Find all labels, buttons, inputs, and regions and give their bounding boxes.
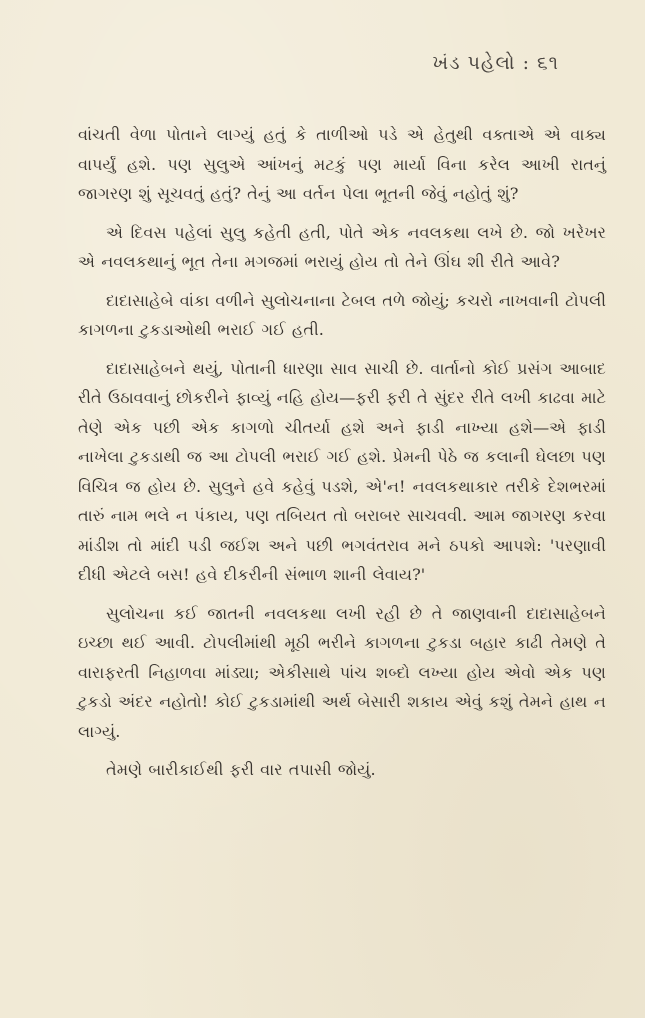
- paragraph: દાદાસાહેબે વાંકા વળીને સુલોચનાના ટેબલ તળે જોયું; કચરો નાખવાની ટોપલી કાગળના ટુકડાઓથી ભરાઈ ગઈ હતી.: [78, 290, 606, 339]
- paragraph: તેમણે બારીકાઈથી ફરી વાર તપાસી જોયું.: [106, 760, 376, 779]
- page-body: [78, 120, 606, 794]
- running-header: ખંડ પહેલો : ૬૧: [432, 52, 559, 74]
- paragraph: વાંચતી વેળા પોતાને લાગ્યું હતું કે તાળીઓ પડે એ હેતુથી વક્તાએ એ વાક્ય વાપર્યું હશે. પણ સુલુએ આંખનું મટકું પણ માર્યા વિના કરેલ આખી રાતનું જાગરણ શું સૂચવતું હતું? તેનું આ વર્તન પેલા ભૂતની જેવું નહોતું શું?: [78, 125, 606, 203]
- paragraph: દાદાસાહેબને થયું, પોતાની ધારણા સાવ સાચી છે. વાર્તાનો કોઈ પ્રસંગ આબાદ રીતે ઉઠાવવાનું છોકરીને ફાવ્યું નહિ હોય—ફરી ફરી તે સુંદર રીતે લખી કાઢવા માટે તેણે એક પછી એક કાગળો ચીતર્યા હશે અને ફાડી નાખ્યા હશે—એ ફાડી નાખેલા ટુકડાથી જ આ ટોપલી ભરાઈ ગઈ હશે. પ્રેમની પેઠે જ કલાની ઘેલછા પણ વિચિત્ર જ હોય છે. સુલુને હવે કહેવું પડશે, એ'ન! નવલકથાકાર તરીકે દેશભરમાં તારું નામ ભલે ન પંકાય, પણ તબિયત તો બરાબર સાચવવી. આમ જાગરણ કરવા માંડીશ તો માંદી પડી જઈશ અને પછી ભગવંતરાવ મને ઠપકો આપશે: 'પરણાવી દીધી એટલે બસ! હવે દીકરીની સંભાળ શાની લેવાય?': [78, 358, 606, 584]
- paragraph: સુલોચના કઈ જાતની નવલકથા લખી રહી છે તે જાણવાની દાદાસાહેબને ઇચ્છા થઈ આવી. ટોપલીમાંથી મૂઠી ભરીને કાગળના ટુકડા બહાર કાઢી તેમણે તે વારાફરતી નિહાળવા માંડ્યા; એકીસાથે પાંચ શબ્દો લખ્યા હોય એવો એક પણ ટુકડો અંદર નહોતો! કોઈ ટુકડામાંથી અર્થ બેસારી શકાય એવું કશું તેમને હાથ ન લાગ્યું.: [78, 603, 606, 741]
- paragraph: એ દિવસ પહેલાં સુલુ કહેતી હતી, પોતે એક નવલકથા લખે છે. જો ખરેખર એ નવલકથાનું ભૂત તેના મગજમાં ભરાયું હોય તો તેને ઊંઘ શી રીતે આવે?: [78, 222, 606, 271]
